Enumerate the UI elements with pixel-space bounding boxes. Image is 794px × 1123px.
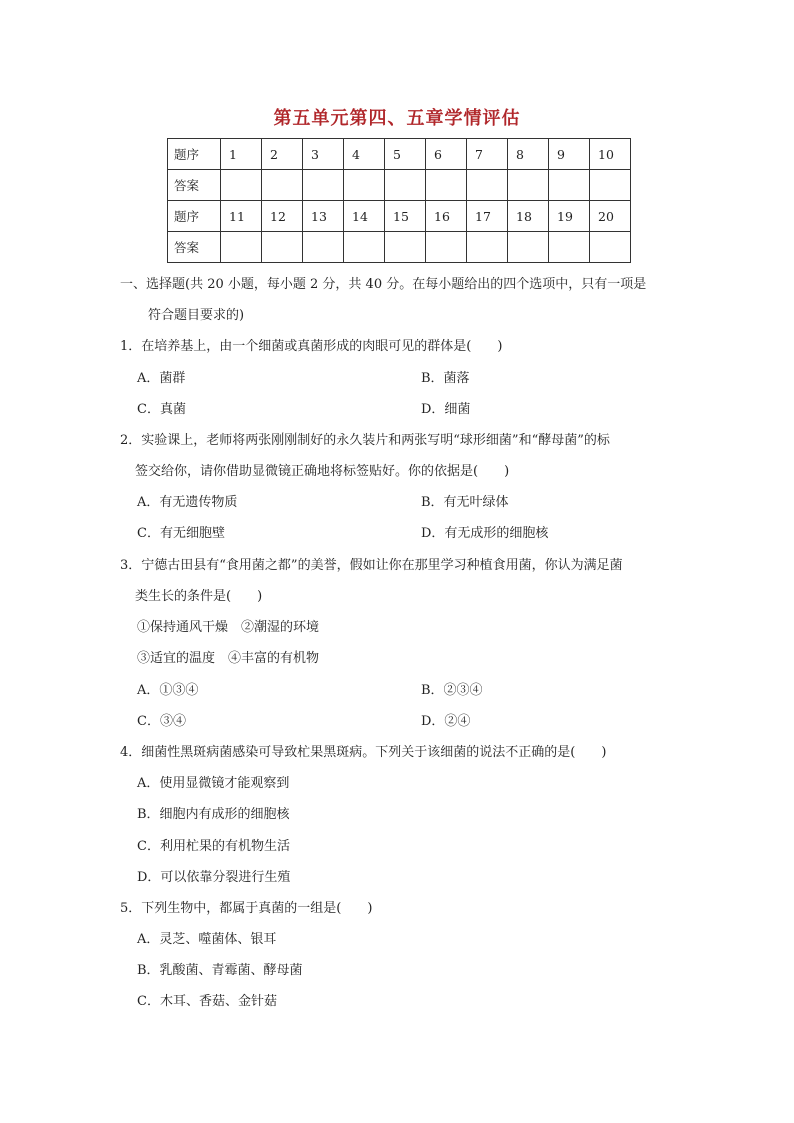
question-3-stem: 3．宁德古田县有“食用菌之都”的美誉，假如让你在那里学习种植食用菌，你认为满足菌 xyxy=(120,558,623,573)
question-1-option-d: D．细菌 xyxy=(421,402,471,417)
question-5-option-a: A．灵芝、噬菌体、银耳 xyxy=(137,932,277,947)
question-4-option-c: C．利用杧果的有机物生活 xyxy=(137,839,290,854)
answer-cell[interactable] xyxy=(549,232,590,263)
section-heading-continued: 符合题目要求的) xyxy=(148,308,245,323)
answer-cell[interactable] xyxy=(221,170,262,201)
question-2-option-a: A．有无遗传物质 xyxy=(137,495,238,510)
question-3-option-a: A．①③④ xyxy=(137,683,199,698)
answer-cell[interactable] xyxy=(221,232,262,263)
question-number-cell: 7 xyxy=(467,139,508,170)
question-2-option-c: C．有无细胞壁 xyxy=(137,526,225,541)
question-2-stem: 2．实验课上，老师将两张刚刚制好的永久装片和两张写明“球形细菌”和“酵母菌”的标 xyxy=(120,433,610,448)
question-3-conditions-2: ③适宜的温度 ④丰富的有机物 xyxy=(137,651,320,666)
answer-cell[interactable] xyxy=(467,232,508,263)
row-label-question-number: 题序 xyxy=(168,201,221,232)
answer-cell[interactable] xyxy=(590,232,631,263)
question-5-stem: 5．下列生物中，都属于真菌的一组是( ) xyxy=(120,901,373,916)
question-number-cell: 16 xyxy=(426,201,467,232)
question-3-conditions-1: ①保持通风干燥 ②潮湿的环境 xyxy=(137,620,320,635)
answer-cell[interactable] xyxy=(344,170,385,201)
answer-cell[interactable] xyxy=(508,232,549,263)
question-number-cell: 5 xyxy=(385,139,426,170)
question-number-cell: 2 xyxy=(262,139,303,170)
question-number-cell: 4 xyxy=(344,139,385,170)
answer-cell[interactable] xyxy=(385,170,426,201)
answer-cell[interactable] xyxy=(426,232,467,263)
table-row xyxy=(168,139,631,170)
question-2-option-b: B．有无叶绿体 xyxy=(421,495,509,510)
question-2-option-d: D．有无成形的细胞核 xyxy=(421,526,549,541)
question-3-option-c: C．③④ xyxy=(137,714,186,729)
question-number-cell: 6 xyxy=(426,139,467,170)
answer-cell[interactable] xyxy=(385,232,426,263)
question-4-option-a: A．使用显微镜才能观察到 xyxy=(137,776,290,791)
answer-cell[interactable] xyxy=(549,170,590,201)
question-3-option-b: B．②③④ xyxy=(421,683,483,698)
question-number-cell: 10 xyxy=(590,139,631,170)
table-row xyxy=(168,170,631,201)
question-1-option-b: B．菌落 xyxy=(421,371,470,386)
answer-cell[interactable] xyxy=(426,170,467,201)
question-number-cell: 1 xyxy=(221,139,262,170)
question-number-cell: 13 xyxy=(303,201,344,232)
question-1-option-a: A．菌群 xyxy=(137,371,186,386)
question-5-option-c: C．木耳、香菇、金针菇 xyxy=(137,994,277,1009)
question-2-stem-continued: 签交给你，请你借助显微镜正确地将标签贴好。你的依据是( ) xyxy=(135,464,510,479)
question-4-option-b: B．细胞内有成形的细胞核 xyxy=(137,807,290,822)
question-1-stem: 1．在培养基上，由一个细菌或真菌形成的肉眼可见的群体是( ) xyxy=(120,339,503,354)
answer-cell[interactable] xyxy=(262,232,303,263)
table-row xyxy=(168,232,631,263)
question-number-cell: 12 xyxy=(262,201,303,232)
answer-cell[interactable] xyxy=(467,170,508,201)
question-number-cell: 15 xyxy=(385,201,426,232)
question-5-option-b: B．乳酸菌、青霉菌、酵母菌 xyxy=(137,963,303,978)
question-number-cell: 19 xyxy=(549,201,590,232)
question-number-cell: 14 xyxy=(344,201,385,232)
question-3-stem-continued: 类生长的条件是( ) xyxy=(135,589,263,604)
question-number-cell: 8 xyxy=(508,139,549,170)
page-title: 第五单元第四、五章学情评估 xyxy=(273,108,521,129)
question-number-cell: 9 xyxy=(549,139,590,170)
question-number-cell: 18 xyxy=(508,201,549,232)
question-number-cell: 20 xyxy=(590,201,631,232)
question-1-option-c: C．真菌 xyxy=(137,402,186,417)
section-heading: 一、选择题(共 20 小题，每小题 2 分，共 40 分。在每小题给出的四个选项中，只有一项是 xyxy=(120,277,647,292)
answer-cell[interactable] xyxy=(508,170,549,201)
answer-cell[interactable] xyxy=(303,232,344,263)
row-label-question-number: 题序 xyxy=(168,139,221,170)
question-4-option-d: D．可以依靠分裂进行生殖 xyxy=(137,870,291,885)
row-label-answer: 答案 xyxy=(168,232,221,263)
answer-cell[interactable] xyxy=(344,232,385,263)
question-4-stem: 4．细菌性黑斑病菌感染可导致杧果黑斑病。下列关于该细菌的说法不正确的是( ) xyxy=(120,745,607,760)
question-number-cell: 17 xyxy=(467,201,508,232)
question-number-cell: 11 xyxy=(221,201,262,232)
table-row xyxy=(168,201,631,232)
row-label-answer: 答案 xyxy=(168,170,221,201)
answer-cell[interactable] xyxy=(303,170,344,201)
answer-table xyxy=(167,138,631,263)
question-number-cell: 3 xyxy=(303,139,344,170)
answer-cell[interactable] xyxy=(262,170,303,201)
answer-cell[interactable] xyxy=(590,170,631,201)
question-3-option-d: D．②④ xyxy=(421,714,471,729)
